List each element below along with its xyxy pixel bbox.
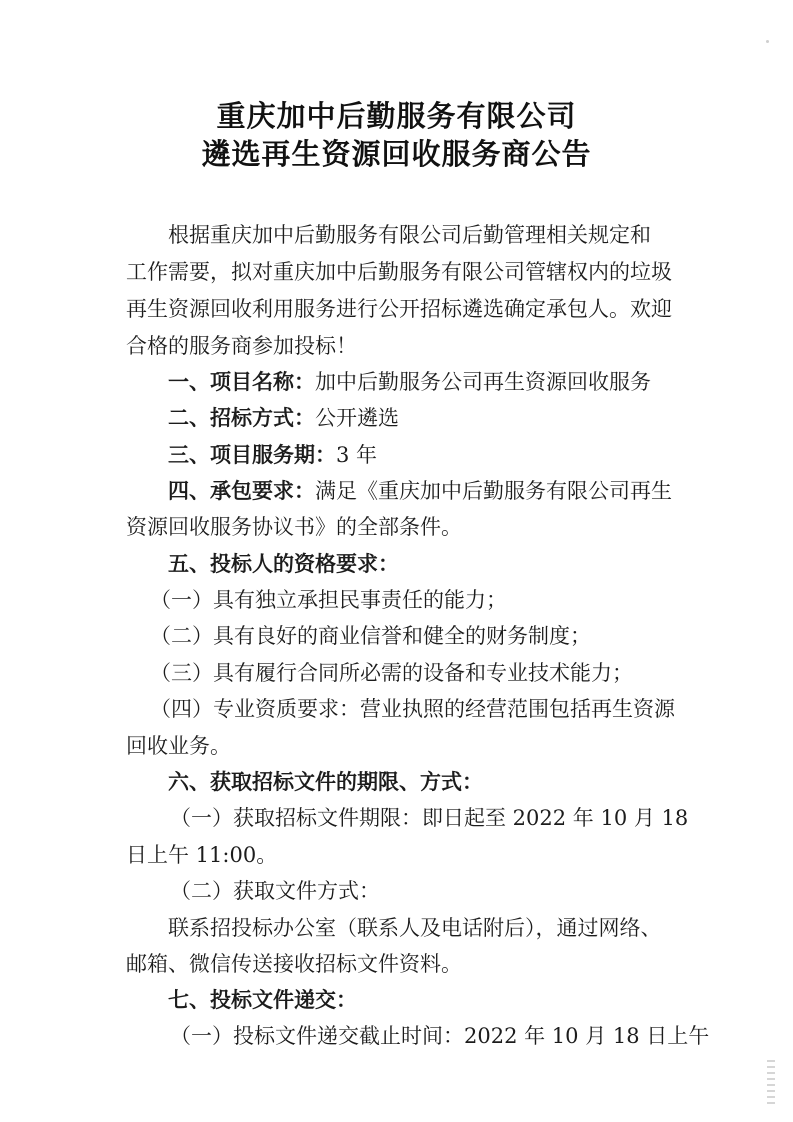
obtain-method: （二）获取文件方式：: [170, 879, 380, 903]
scan-speck: [766, 40, 769, 43]
intro-line-1: 根据重庆加中后勤服务有限公司后勤管理相关规定和: [168, 223, 651, 247]
item-service-period-label: 三、项目服务期：: [168, 442, 336, 467]
item-project-name: [168, 366, 651, 396]
qualification-4-cont: 回收业务。: [126, 734, 231, 758]
item-contract-requirements: [168, 475, 672, 505]
intro-line-3: 再生资源回收利用服务进行公开招标遴选确定承包人。欢迎: [126, 297, 672, 321]
item-bid-method-value: 公开遴选: [315, 406, 399, 430]
item-qualifications-heading: 五、投标人的资格要求：: [168, 551, 399, 576]
item-obtain-documents-heading: 六、获取招标文件的期限、方式：: [168, 769, 483, 794]
item-submission-heading: 七、投标文件递交：: [168, 987, 357, 1012]
qualification-2: （二）具有良好的商业信誉和健全的财务制度；: [150, 624, 591, 648]
item-bid-method: [168, 402, 399, 432]
qualification-1: （一）具有独立承担民事责任的能力；: [150, 588, 507, 612]
qualification-3: （三）具有履行合同所必需的设备和专业技术能力；: [150, 661, 633, 685]
item-contract-requirements-cont: 资源回收服务协议书》的全部条件。: [126, 515, 462, 539]
item-bid-method-label: 二、招标方式：: [168, 405, 315, 430]
item-project-name-value: 加中后勤服务公司再生资源回收服务: [315, 370, 651, 394]
obtain-period: （一）获取招标文件期限：即日起至 2022 年 10 月 18: [170, 806, 689, 830]
submission-deadline: （一）投标文件递交截止时间：2022 年 10 月 18 日上午: [170, 1024, 710, 1048]
obtain-method-body-cont: 邮箱、微信传送接收招标文件资料。: [126, 952, 462, 976]
item-contract-requirements-value: 满足《重庆加中后勤服务有限公司再生: [315, 479, 672, 503]
intro-line-2: 工作需要，拟对重庆加中后勤服务有限公司管辖权内的垃圾: [126, 260, 672, 284]
obtain-period-cont: 日上午 11:00。: [126, 843, 278, 867]
document-title-line-1: 重庆加中后勤服务有限公司: [216, 99, 577, 133]
intro-line-4: 合格的服务商参加投标！: [126, 334, 357, 358]
item-service-period-value: 3 年: [336, 443, 378, 467]
item-service-period: [168, 439, 377, 469]
item-contract-requirements-label: 四、承包要求：: [168, 478, 315, 503]
item-project-name-label: 一、项目名称：: [168, 369, 315, 394]
document-title-line-2: 遴选再生资源回收服务商公告: [201, 137, 592, 171]
scan-artifact: [767, 1060, 775, 1108]
qualification-4: （四）专业资质要求：营业执照的经营范围包括再生资源: [150, 697, 675, 721]
obtain-method-body: 联系招投标办公室（联系人及电话附后），通过网络、: [168, 916, 662, 940]
